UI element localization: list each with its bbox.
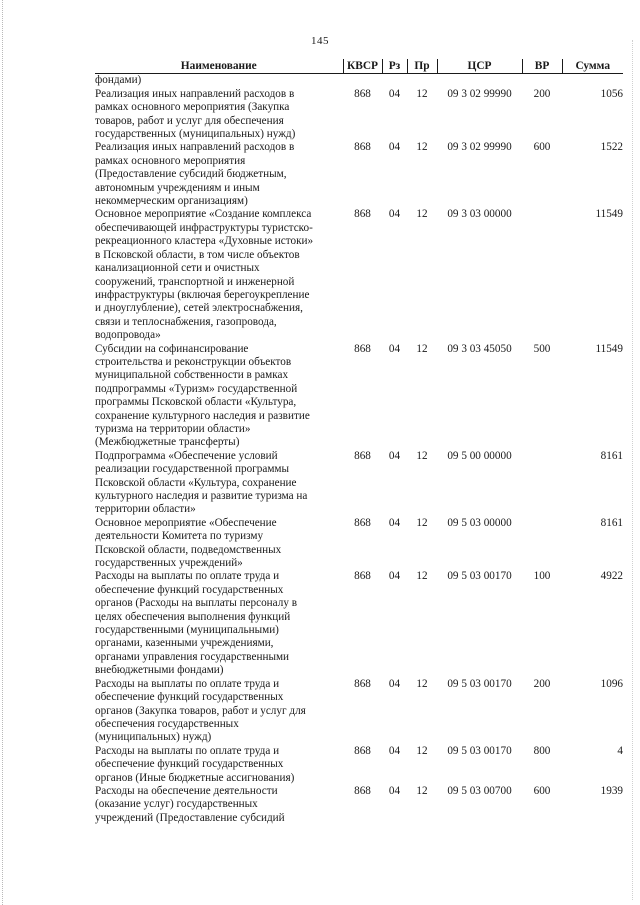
row-name-line: обеспечение функций государственных (95, 758, 284, 771)
table-row (95, 343, 623, 450)
row-name-line: государственных учреждений» (95, 557, 243, 570)
row-name-line: рамках основного мероприятия (95, 154, 246, 167)
row-name-line: органов (Иные бюджетные ассигнования) (95, 771, 295, 784)
row-csr: 09 5 03 00000 (447, 516, 512, 529)
row-vr: 800 (533, 744, 551, 757)
row-vr (522, 450, 562, 517)
row-name-line: (муниципальных) нужд) (95, 731, 212, 744)
row-sum: 8161 (600, 516, 623, 529)
row-kvsr (343, 74, 382, 88)
row-kvsr: 868 (354, 744, 371, 757)
row-rz: 04 (388, 87, 401, 100)
row-pr: 12 (416, 744, 428, 757)
table-row (95, 517, 623, 571)
row-rz: 04 (388, 141, 401, 154)
row-csr: 09 3 02 99990 (447, 141, 512, 154)
table-header-row (95, 59, 623, 74)
row-sum: 4922 (600, 570, 623, 583)
row-name-line: товаров, работ и услуг для обеспечения (95, 114, 284, 127)
row-csr: 09 5 00 00000 (447, 449, 512, 462)
row-name-line: деятельности Комитета по туризму (95, 530, 264, 543)
row-name-line: Основное мероприятие «Создание комплекса (95, 208, 312, 221)
header-rz: Рз (382, 59, 407, 74)
row-name-line: внебюджетными фондами) (95, 664, 224, 677)
row-name-line: Расходы на выплаты по оплате труда и (95, 677, 280, 690)
row-pr: 12 (416, 342, 428, 355)
row-name-line: учреждений (Предоставление субсидий (95, 811, 285, 824)
row-vr: 100 (533, 570, 551, 583)
row-sum: 1096 (600, 677, 623, 690)
table-row (95, 141, 623, 208)
table-body (95, 74, 623, 825)
row-name-line: (оказание услуг) государственных (95, 798, 258, 811)
row-name-line: подпрограммы «Туризм» государственной (95, 382, 298, 395)
row-sum: 11549 (595, 208, 623, 221)
table-row (95, 785, 623, 825)
row-vr: 600 (533, 784, 551, 797)
row-vr: 600 (533, 141, 551, 154)
row-name-line: инфраструктуры (включая берегоукрепление (95, 288, 310, 301)
row-sum: 1522 (600, 141, 623, 154)
row-kvsr: 868 (354, 141, 371, 154)
row-sum: 11549 (595, 342, 623, 355)
row-rz: 04 (388, 784, 401, 797)
row-name-line: сооружений, транспортной и инженерной (95, 275, 295, 288)
row-vr: 200 (533, 87, 551, 100)
row-name-line: программы Псковской области «Культура, (95, 396, 297, 409)
row-pr: 12 (416, 677, 428, 690)
row-kvsr: 868 (354, 208, 371, 221)
row-name (95, 141, 343, 208)
row-rz: 04 (388, 342, 401, 355)
row-name-line: канализационной сети и очистных (95, 262, 260, 275)
row-name-line: обеспечения государственных (95, 717, 239, 730)
row-kvsr: 868 (354, 87, 371, 100)
row-name-line: рамках основного мероприятия (Закупка (95, 101, 290, 114)
row-name-line: органов (Закупка товаров, работ и услуг для (95, 704, 306, 717)
row-kvsr: 868 (354, 784, 371, 797)
row-pr: 12 (416, 784, 428, 797)
row-csr: 09 5 03 00170 (447, 677, 512, 690)
row-pr: 12 (416, 141, 428, 154)
row-rz: 04 (388, 570, 401, 583)
row-sum: 8161 (600, 449, 623, 462)
header-vr: ВР (522, 59, 562, 74)
row-name (95, 208, 343, 342)
row-name (95, 745, 343, 785)
row-rz: 04 (388, 744, 401, 757)
row-name-line: целях обеспечения выполнения функций (95, 610, 291, 623)
table-row (95, 450, 623, 517)
row-csr: 09 5 03 00170 (447, 744, 512, 757)
row-kvsr: 868 (354, 570, 371, 583)
row-pr (407, 74, 437, 88)
row-pr: 12 (416, 570, 428, 583)
row-name-line: рекреационного кластера «Духовные истоки» (95, 235, 314, 248)
row-name-line: Субсидии на софинансирование (95, 342, 249, 355)
row-name-line: Псковской области «Культура, сохранение (95, 476, 297, 489)
row-name (95, 450, 343, 517)
row-name-line: автономным учреждениям и иным (95, 181, 260, 194)
table-row (95, 745, 623, 785)
row-pr: 12 (416, 87, 428, 100)
row-name-line: Псковской области, подведомственных (95, 543, 282, 556)
row-csr: 09 3 03 00000 (447, 208, 512, 221)
row-name-line: территории области» (95, 503, 196, 516)
row-vr (522, 517, 562, 571)
row-name-line: туризма на территории области» (95, 422, 251, 435)
row-csr: 09 3 03 45050 (447, 342, 512, 355)
row-kvsr: 868 (354, 516, 371, 529)
row-pr: 12 (416, 516, 428, 529)
row-name-line: фондами) (95, 74, 142, 87)
row-csr: 09 5 03 00700 (447, 784, 512, 797)
row-name-line: культурного наследия и развитие туризма на (95, 490, 308, 502)
row-name-line: органов (Расходы на выплаты персоналу в (95, 597, 297, 610)
row-sum: 1056 (600, 87, 623, 100)
table-row (95, 88, 623, 142)
row-rz: 04 (388, 449, 401, 462)
row-name-line: водопровода» (95, 329, 161, 342)
table-row (95, 208, 623, 342)
row-sum: 1939 (600, 784, 623, 797)
row-name-line: Расходы на выплаты по оплате труда и (95, 570, 280, 583)
row-name (95, 343, 343, 450)
row-name (95, 74, 343, 88)
row-name-line: и дноуглубление), сетей электроснабжения, (95, 302, 303, 315)
row-name-line: (Предоставление субсидий бюджетным, (95, 168, 287, 181)
row-name-line: Расходы на обеспечение деятельности (95, 784, 278, 797)
row-name (95, 570, 343, 677)
row-name-line: связи и теплоснабжения, газопровода, (95, 315, 277, 328)
row-name (95, 785, 343, 825)
row-name (95, 678, 343, 745)
row-name-line: Расходы на выплаты по оплате труда и (95, 744, 280, 757)
header-pr: Пр (407, 59, 437, 74)
row-rz: 04 (388, 208, 401, 221)
row-name-line: Реализация иных направлений расходов в (95, 87, 295, 100)
row-name-line: органами, казенными учреждениями, (95, 637, 274, 650)
row-rz: 04 (388, 516, 401, 529)
row-kvsr: 868 (354, 449, 371, 462)
row-name-line: муниципальной собственности в рамках (95, 369, 289, 382)
row-rz: 04 (388, 677, 401, 690)
row-name-line: Основное мероприятие «Обеспечение (95, 516, 277, 529)
row-name-line: Подпрограмма «Обеспечение условий (95, 449, 278, 462)
row-kvsr: 868 (354, 677, 371, 690)
row-vr: 200 (533, 677, 551, 690)
row-name-line: в Псковской области, в том числе объектов (95, 248, 300, 261)
row-name-line: сохранение культурного наследия и развитие (95, 409, 310, 422)
row-csr: 09 3 02 99990 (447, 87, 512, 100)
row-name (95, 88, 343, 142)
header-kvsr: КВСР (343, 59, 382, 74)
row-csr: 09 5 03 00170 (447, 570, 512, 583)
row-name-line: обеспечивающей инфраструктуры туристско- (95, 221, 313, 234)
row-vr (522, 74, 562, 88)
table-row (95, 74, 623, 88)
row-name-line: государственных (муниципальных) нужд) (95, 128, 296, 141)
row-kvsr: 868 (354, 342, 371, 355)
row-name-line: государственными (муниципальными) (95, 624, 279, 637)
header-name: Наименование (95, 59, 343, 74)
row-name-line: обеспечение функций государственных (95, 583, 284, 596)
row-name-line: обеспечение функций государственных (95, 691, 284, 704)
table-row (95, 678, 623, 745)
row-name-line: строительства и реконструкции объектов (95, 355, 292, 368)
header-sum: Сумма (562, 59, 623, 74)
row-name-line: органами управления государственными (95, 650, 290, 663)
row-vr: 500 (533, 342, 551, 355)
row-sum (562, 74, 623, 88)
row-rz (382, 74, 407, 88)
header-csr: ЦСР (437, 59, 522, 74)
page-number: 145 (311, 35, 329, 47)
row-sum: 4 (617, 744, 623, 757)
row-name-line: реализации государственной программы (95, 463, 289, 476)
row-name-line: (Межбюджетные трансферты) (95, 436, 240, 449)
row-name-line: некоммерческим организациям) (95, 195, 248, 208)
table-row (95, 570, 623, 677)
budget-table (95, 59, 623, 825)
row-pr: 12 (416, 449, 428, 462)
row-pr: 12 (416, 208, 428, 221)
row-name (95, 517, 343, 571)
scan-edge-right (632, 40, 634, 900)
row-name-line: Реализация иных направлений расходов в (95, 141, 295, 154)
row-vr (522, 208, 562, 342)
row-csr (437, 74, 522, 88)
scan-edge-left (2, 0, 4, 905)
